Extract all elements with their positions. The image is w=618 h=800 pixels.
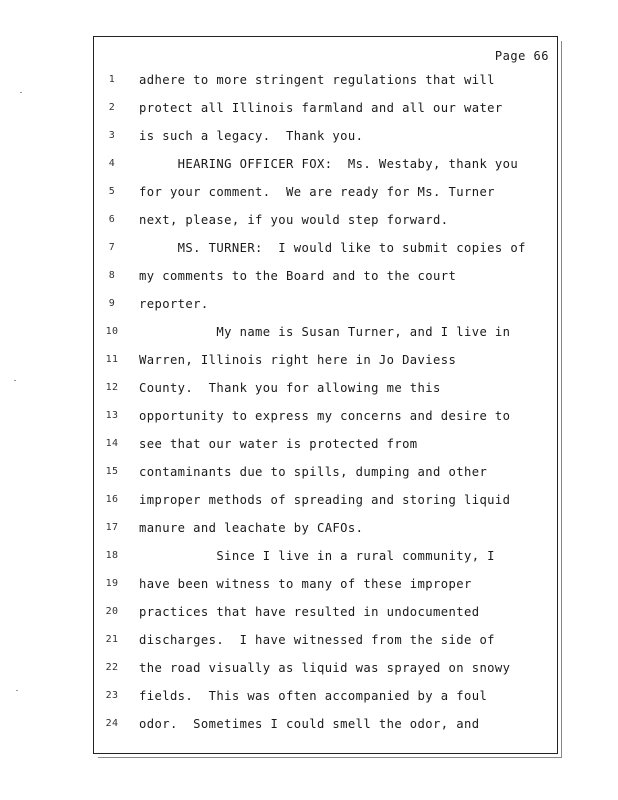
line-number: 9 [108,298,116,309]
transcript-line [94,353,557,373]
transcript-line [94,689,557,709]
line-text: County. Thank you for allowing me this [139,381,441,395]
line-text: improper methods of spreading and storing liquid [139,493,511,507]
transcript-line [94,185,557,205]
line-number: 7 [108,242,116,253]
line-number: 13 [105,410,119,421]
line-number: 18 [105,550,119,561]
transcript-line [94,409,557,429]
line-text: reporter. [139,297,209,311]
line-text: My name is Susan Turner, and I live in [139,325,511,339]
line-number: 6 [108,214,116,225]
line-number: 19 [105,578,119,589]
line-text: have been witness to many of these improper [139,577,472,591]
line-number: 21 [105,634,119,645]
page-number: Page 66 [494,49,549,63]
line-text: the road visually as liquid was sprayed on snowy [139,661,511,675]
transcript-line [94,465,557,485]
line-number: 22 [105,662,119,673]
line-number: 10 [105,326,119,337]
line-text: manure and leachate by CAFOs. [139,521,364,535]
line-number: 8 [108,270,116,281]
line-text: discharges. I have witnessed from the side of [139,633,495,647]
line-number: 1 [108,74,116,85]
line-text: next, please, if you would step forward. [139,213,449,227]
transcript-line [94,213,557,233]
line-number: 4 [108,158,116,169]
transcript-line [94,241,557,261]
transcript-line [94,605,557,625]
transcript-line [94,633,557,653]
line-text: Since I live in a rural community, I [139,549,495,563]
line-number: 2 [108,102,116,113]
line-number: 24 [105,718,119,729]
line-number: 23 [105,690,119,701]
line-text: Warren, Illinois right here in Jo Daviess [139,353,457,367]
transcript-line [94,129,557,149]
line-text: practices that have resulted in undocumented [139,605,480,619]
line-text: opportunity to express my concerns and desire to [139,409,511,423]
transcript-line [94,101,557,121]
line-number: 5 [108,186,116,197]
transcript-line [94,297,557,317]
line-number: 15 [105,466,119,477]
line-text: is such a legacy. Thank you. [139,129,364,143]
transcript-line [94,157,557,177]
transcript-line [94,325,557,345]
line-text: HEARING OFFICER FOX: Ms. Westaby, thank you [139,157,519,171]
line-number: 17 [105,522,119,533]
line-number: 20 [105,606,119,617]
transcript-line [94,381,557,401]
transcript-line [94,493,557,513]
line-text: adhere to more stringent regulations that will [139,73,495,87]
line-text: odor. Sometimes I could smell the odor, and [139,717,480,731]
transcript-line [94,521,557,541]
line-text: protect all Illinois farmland and all our water [139,101,503,115]
transcript-line [94,577,557,597]
line-text: contaminants due to spills, dumping and other [139,465,488,479]
scan-speck [20,92,22,93]
line-text: fields. This was often accompanied by a foul [139,689,488,703]
transcript-line [94,269,557,289]
transcript-page [93,36,558,754]
line-text: MS. TURNER: I would like to submit copies of [139,241,526,255]
line-number: 16 [105,494,119,505]
line-text: my comments to the Board and to the court [139,269,457,283]
transcript-line [94,437,557,457]
transcript-line [94,549,557,569]
scan-speck [14,380,16,381]
line-number: 14 [105,438,119,449]
line-number: 3 [108,130,116,141]
transcript-line [94,661,557,681]
line-text: for your comment. We are ready for Ms. Turner [139,185,495,199]
line-number: 11 [105,354,119,365]
transcript-line [94,717,557,737]
line-text: see that our water is protected from [139,437,418,451]
line-number: 12 [105,382,119,393]
transcript-line [94,73,557,93]
scan-speck [16,690,18,691]
